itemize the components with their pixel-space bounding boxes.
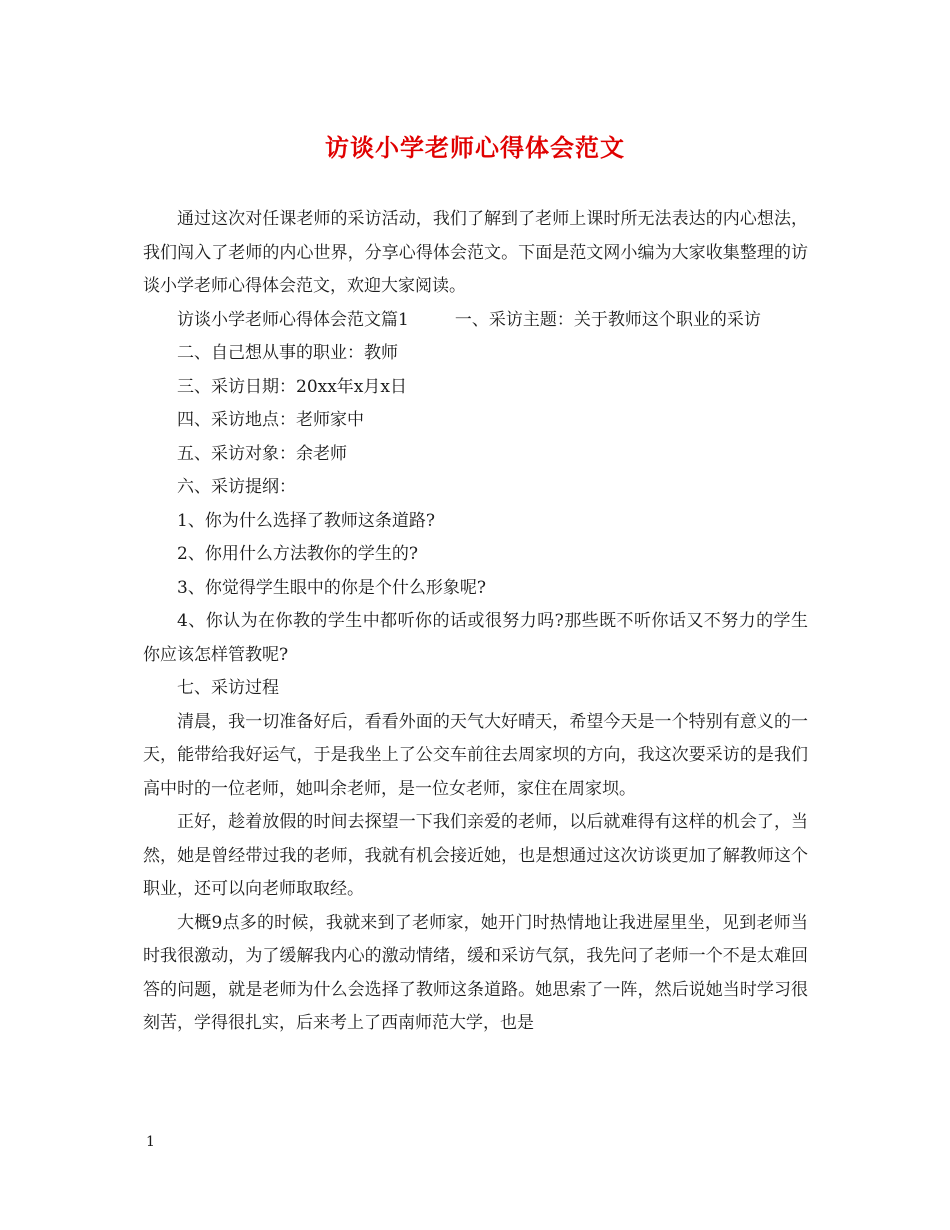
question-item: 4、你认为在你教的学生中都听你的话或很努力吗?那些既不听你话又不努力的学生你应该怎样管教呢?: [143, 611, 808, 665]
body-paragraph: 大概9点多的时候，我就来到了老师家，她开门时热情地让我进屋里坐，见到老师当时我很激动，为了缓解我内心的激动情绪，缓和采访气氛，我先问了老师一个不是太难回答的问题，就是老师为什么会选择了教师这条道路。她思索了一阵，然后说她当时学习很刻苦，学得很扎实，后来考上了西南师范大学，也是: [143, 912, 808, 1033]
intro-paragraph: 通过这次对任课老师的采访活动，我们了解到了老师上课时所无法表达的内心想法，我们闯入了老师的内心世界，分享心得体会范文。下面是范文网小编为大家收集整理的访谈小学老师心得体会范文，欢迎大家阅读。: [143, 209, 808, 296]
list-item: 五、采访对象：余老师: [177, 443, 347, 464]
list-item: 三、采访日期：20xx年x月x日: [177, 376, 407, 397]
section-first-item: 一、采访主题：关于教师这个职业的采访: [454, 309, 761, 330]
document-title: 访谈小学老师心得体会范文: [325, 133, 625, 162]
list-item: 四、采访地点：老师家中: [177, 410, 364, 430]
question-item: 3、你觉得学生眼中的你是个什么形象呢?: [177, 577, 486, 598]
list-item: 七、采访过程: [177, 678, 279, 698]
body-paragraph: 正好，趁着放假的时间去探望一下我们亲爱的老师，以后就难得有这样的机会了，当然，她是曾经带过我的老师，我就有机会接近她，也是想通过这次访谈更加了解教师这个职业，还可以向老师取取经。: [143, 812, 808, 899]
section-heading-line: [143, 304, 808, 338]
document-body: [143, 203, 808, 1041]
body-paragraph: 清晨，我一切准备好后，看看外面的天气大好晴天，希望今天是一个特别有意义的一天，能带给我好运气，于是我坐上了公交车前往去周家坝的方向，我这次要采访的是我们高中时的一位老师，她叫余老师，是一位女老师，家住在周家坝。: [143, 711, 808, 799]
page-number: 1: [146, 1134, 155, 1150]
question-item: 2、你用什么方法教你的学生的?: [177, 544, 418, 564]
question-item: 1、你为什么选择了教师这条道路?: [177, 510, 435, 531]
list-item: 二、自己想从事的职业：教师: [177, 343, 398, 363]
list-item: 六、采访提纲：: [177, 477, 296, 497]
section-heading: 访谈小学老师心得体会范文篇1: [177, 309, 409, 330]
